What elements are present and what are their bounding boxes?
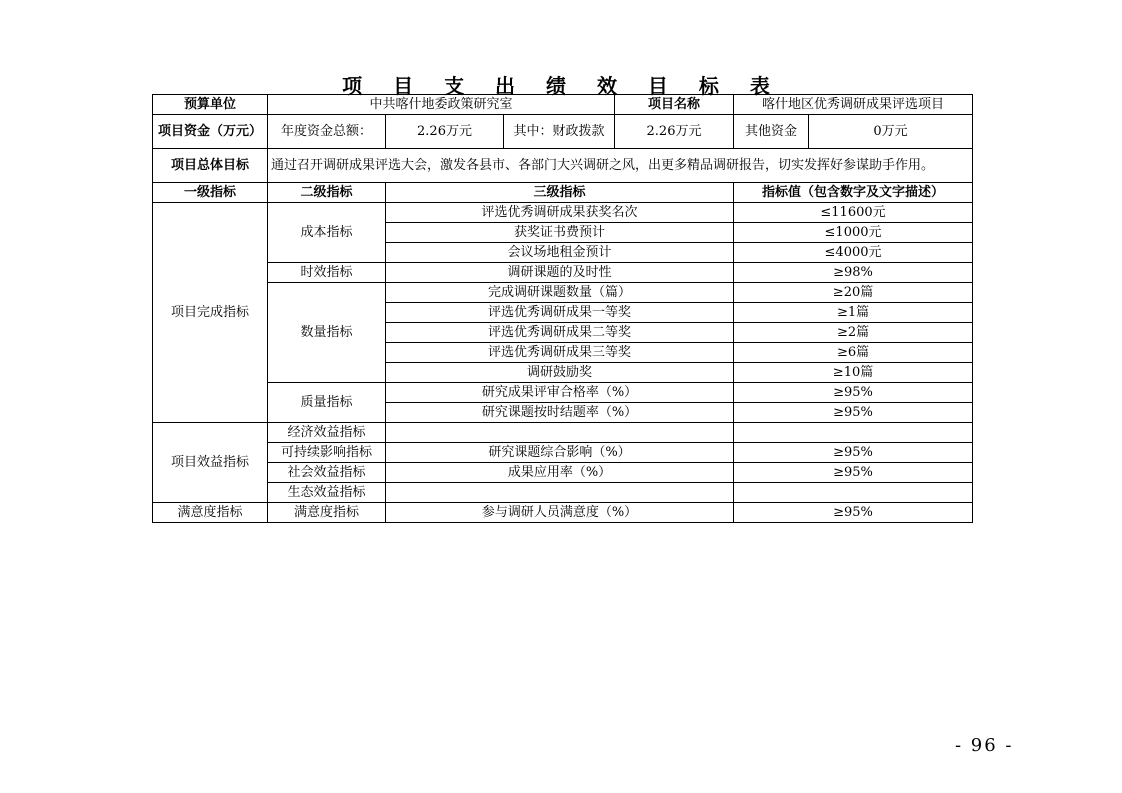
indicator-value: ≥95%	[734, 463, 973, 483]
indicator-value: ≥10篇	[734, 363, 973, 383]
level2-economic: 经济效益指标	[268, 423, 386, 443]
level2-sustainable: 可持续影响指标	[268, 443, 386, 463]
header-row-unit	[153, 95, 973, 115]
indicator-value: ≥95%	[734, 443, 973, 463]
level3-item: 研究成果评审合格率（%）	[386, 383, 734, 403]
unit-label: 预算单位	[153, 95, 268, 115]
level3-item: 研究课题按时结题率（%）	[386, 403, 734, 423]
level2-satisfaction: 满意度指标	[268, 503, 386, 523]
level3-item: 评选优秀调研成果一等奖	[386, 303, 734, 323]
other-funds-value: 0万元	[809, 115, 973, 149]
goal-label: 项目总体目标	[153, 149, 268, 183]
level2-cost: 成本指标	[268, 203, 386, 263]
table-row	[153, 383, 973, 403]
level3-item: 评选优秀调研成果获奖名次	[386, 203, 734, 223]
level3-item: 获奖证书费预计	[386, 223, 734, 243]
level2-time: 时效指标	[268, 263, 386, 283]
fiscal-funds-label: 其中：财政拨款	[504, 115, 615, 149]
col-value-header: 指标值（包含数字及文字描述）	[734, 183, 973, 203]
indicator-value: ≥2篇	[734, 323, 973, 343]
level3-item: 评选优秀调研成果三等奖	[386, 343, 734, 363]
page-title: 项 目 支 出 绩 效 目 标 表	[342, 74, 782, 98]
level2-quality: 质量指标	[268, 383, 386, 423]
page-number: - 96 -	[955, 735, 1014, 756]
indicator-value: ≥98%	[734, 263, 973, 283]
indicator-value: ≤4000元	[734, 243, 973, 263]
level3-item: 会议场地租金预计	[386, 243, 734, 263]
indicator-value	[734, 423, 973, 443]
indicator-value: ≥20篇	[734, 283, 973, 303]
col-level3-header: 三级指标	[386, 183, 734, 203]
table-row	[153, 263, 973, 283]
other-funds-label: 其他资金	[734, 115, 809, 149]
level2-ecological: 生态效益指标	[268, 483, 386, 503]
level3-item: 完成调研课题数量（篇）	[386, 283, 734, 303]
goal-text: 通过召开调研成果评选大会，激发各县市、各部门大兴调研之风，出更多精品调研报告，切实发挥好参谋助手作用。	[268, 149, 973, 183]
column-header-row	[153, 183, 973, 203]
project-name-label: 项目名称	[615, 95, 734, 115]
level3-item: 调研鼓励奖	[386, 363, 734, 383]
table-row	[153, 283, 973, 303]
indicator-value: ≥95%	[734, 383, 973, 403]
level3-item: 参与调研人员满意度（%）	[386, 503, 734, 523]
level2-social: 社会效益指标	[268, 463, 386, 483]
table-row	[153, 503, 973, 523]
header-row-funds	[153, 115, 973, 149]
performance-target-table	[152, 94, 973, 523]
level3-item: 调研课题的及时性	[386, 263, 734, 283]
level3-item: 成果应用率（%）	[386, 463, 734, 483]
col-level2-header: 二级指标	[268, 183, 386, 203]
indicator-value: ≤11600元	[734, 203, 973, 223]
funds-label: 项目资金（万元）	[153, 115, 268, 149]
group-completion: 项目完成指标	[153, 203, 268, 423]
indicator-value: ≥95%	[734, 403, 973, 423]
level3-item	[386, 483, 734, 503]
level3-item: 评选优秀调研成果二等奖	[386, 323, 734, 343]
level2-quantity: 数量指标	[268, 283, 386, 383]
unit-value: 中共喀什地委政策研究室	[268, 95, 615, 115]
fiscal-funds-value: 2.26万元	[615, 115, 734, 149]
group-benefit: 项目效益指标	[153, 423, 268, 503]
goal-row	[153, 149, 973, 183]
table-row	[153, 463, 973, 483]
group-satisfaction: 满意度指标	[153, 503, 268, 523]
level3-item: 研究课题综合影响（%）	[386, 443, 734, 463]
annual-funds-value: 2.26万元	[386, 115, 504, 149]
table-row	[153, 203, 973, 223]
level3-item	[386, 423, 734, 443]
annual-funds-label: 年度资金总额：	[268, 115, 386, 149]
indicator-value: ≥95%	[734, 503, 973, 523]
indicator-value: ≥1篇	[734, 303, 973, 323]
indicator-value: ≤1000元	[734, 223, 973, 243]
table-row	[153, 483, 973, 503]
table-row	[153, 443, 973, 463]
project-name-value: 喀什地区优秀调研成果评选项目	[734, 95, 973, 115]
indicator-value	[734, 483, 973, 503]
table-row	[153, 423, 973, 443]
indicator-value: ≥6篇	[734, 343, 973, 363]
col-level1-header: 一级指标	[153, 183, 268, 203]
